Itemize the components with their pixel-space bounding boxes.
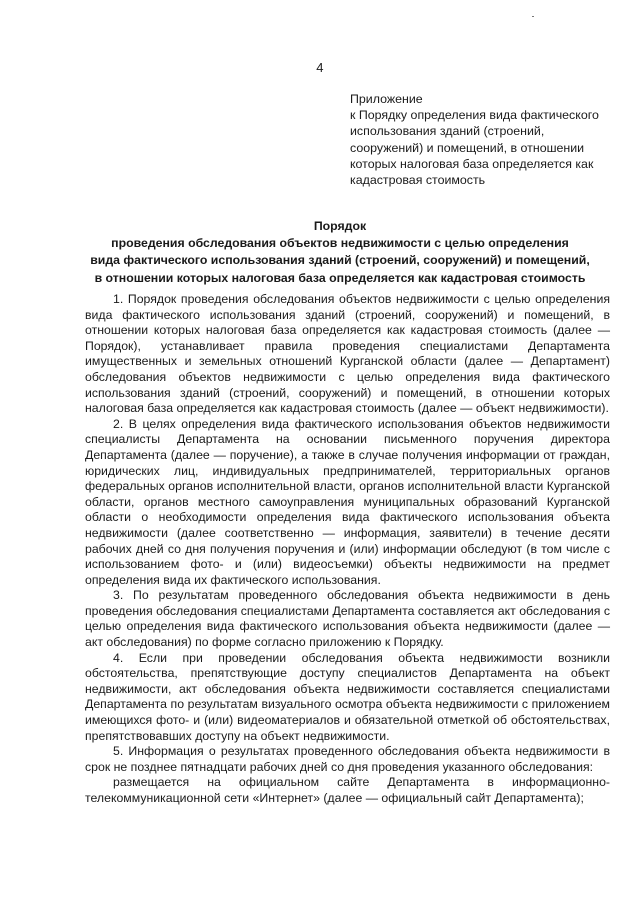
- page-number: 4: [316, 60, 324, 75]
- paragraph-2: 2. В целях определения вида фактического использования объектов недвижимости специалисты Департамента на основании письменного поручения директора Департамента (далее — поручение), а также в случае получения информации от граждан, юридических лиц, индивидуальных предпринимателей, территориальных органов федеральных органов исполнительной власти, органов исполнительной власти Курганской области, органов местного самоуправления муниципальных образований Курганской области о необходимости определения вида фактического использования объекта недвижимости (далее соответственно — информация, заявители) в течение десяти рабочих дней со дня получения поручения и (или) информации обследуют (в том числе с использованием фото- и (или) видеосъемки) объекты недвижимости на предмет определения вида их фактического использования.: [85, 416, 610, 587]
- paragraph-5: 5. Информация о результатах проведенного обследования объекта недвижимости в срок не позднее пятнадцати рабочих дней со дня проведения указанного обследования:: [85, 744, 610, 774]
- title-line: Порядок: [313, 219, 367, 233]
- appendix-line: использования зданий (строений,: [350, 124, 545, 139]
- paragraph-5-item: размещается на официальном сайте Департамента в информационно-телекоммуникационной сети «Интернет» (далее — официальный сайт Департамента);: [85, 775, 610, 805]
- title-line: в отношении которых налоговая база определяется как кадастровая стоимость: [94, 270, 586, 285]
- appendix-line: Приложение: [350, 92, 423, 106]
- appendix-line: к Порядку определения вида фактического: [350, 108, 599, 123]
- paragraph-1: 1. Порядок проведения обследования объектов недвижимости с целью определения вида фактического использования зданий (строений, сооружений) и помещений, в отношении которых налоговая база определяется как кадастровая стоимость (далее — Порядок), устанавливает правила проведения специалистами Департамента имущественных и земельных отношений Курганской области (далее — Департамент) обследования объектов недвижимости с целью определения вида фактического использования зданий (строений, сооружений) и помещений, в отношении которых налоговая база определяется как кадастровая стоимость (далее — объект недвижимости).: [85, 292, 610, 416]
- paragraph-4: 4. Если при проведении обследования объекта недвижимости возникли обстоятельства, препятствующие доступу специалистов Департамента на объект недвижимости, акт обследования объекта недвижимости составляется специалистами Департамента по результатам визуального осмотра объекта недвижимости с приложением имеющихся фото- и (или) видеоматериалов и обязательной отметкой об обстоятельствах, препятствовавших доступу на объект недвижимости.: [85, 650, 610, 743]
- document-title: [70, 218, 610, 287]
- document-body: [85, 292, 610, 807]
- appendix-note: [350, 91, 630, 188]
- appendix-line: которых налоговая база определяется как: [350, 156, 594, 171]
- appendix-line: сооружений) и помещений, в отношении: [350, 140, 585, 155]
- appendix-line: кадастровая стоимость: [350, 173, 486, 188]
- paragraph-3: 3. По результатам проведенного обследования объекта недвижимости в день проведения обследования специалистами Департамента составляется акт обследования с целью определения вида фактического использования объекта недвижимости (далее — акт обследования) по форме согласно приложению к Порядку.: [85, 588, 610, 650]
- title-line: проведения обследования объектов недвижимости с целью определения: [111, 236, 569, 251]
- title-line: вида фактического использования зданий (строений, сооружений) и помещений,: [90, 253, 590, 268]
- scan-speck: [532, 16, 534, 17]
